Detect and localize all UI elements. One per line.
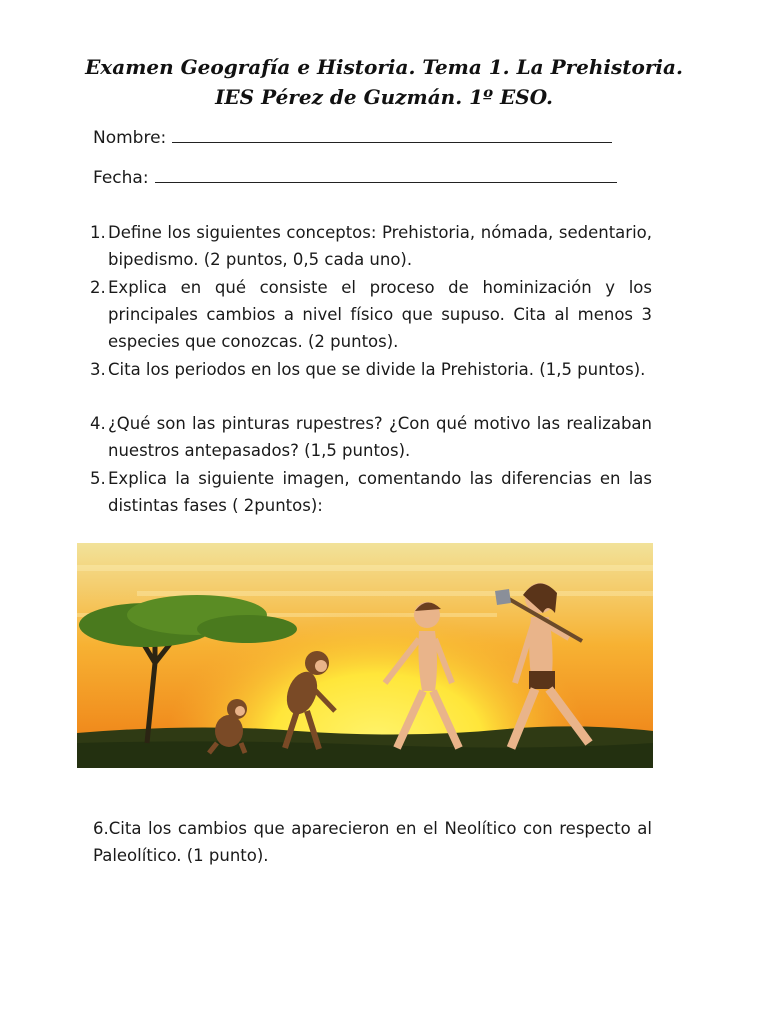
evolution-of-man-illustration [77,543,653,768]
question-2 [90,274,652,355]
question-4 [90,410,652,464]
question-6-text: Cita los cambios que aparecieron en el Neolítico con respecto al Paleolítico. (1 punto). [93,819,652,865]
date-label: Fecha: [93,168,149,188]
question-text [93,815,652,869]
name-label: Nombre: [93,128,167,148]
question-number: 2. [90,278,106,297]
question-text: Define los siguientes conceptos: Prehistoria, nómada, sedentario, bipedismo. (2 puntos, 0,5 cada uno). [108,223,652,269]
question-3 [90,356,652,383]
question-text: ¿Qué son las pinturas rupestres? ¿Con qué motivo las realizaban nuestros antepasados? (1,5 puntos). [108,414,652,460]
question-6 [93,815,652,869]
date-blank-line [155,166,617,183]
question-text: Explica en qué consiste el proceso de hominización y los principales cambios a nivel físico que supuso. Cita al menos 3 especies que conozcas. (2 puntos). [108,278,652,351]
question-text: Explica la siguiente imagen, comentando las diferencias en las distintas fases ( 2puntos): [108,469,652,515]
question-5 [90,465,652,519]
date-field [93,166,617,189]
question-number: 5. [90,469,106,488]
exam-subtitle: IES Pérez de Guzmán. 1º ESO. [215,85,553,109]
question-number: 6. [93,819,109,838]
question-number: 1. [90,223,106,242]
question-text: Cita los periodos en los que se divide la Prehistoria. (1,5 puntos). [108,360,646,379]
exam-title: Examen Geografía e Historia. Tema 1. La Prehistoria. [85,55,683,79]
question-number: 4. [90,414,106,433]
question-1 [90,219,652,273]
name-field [93,126,612,149]
name-blank-line [172,126,612,143]
question-number: 3. [90,360,106,379]
